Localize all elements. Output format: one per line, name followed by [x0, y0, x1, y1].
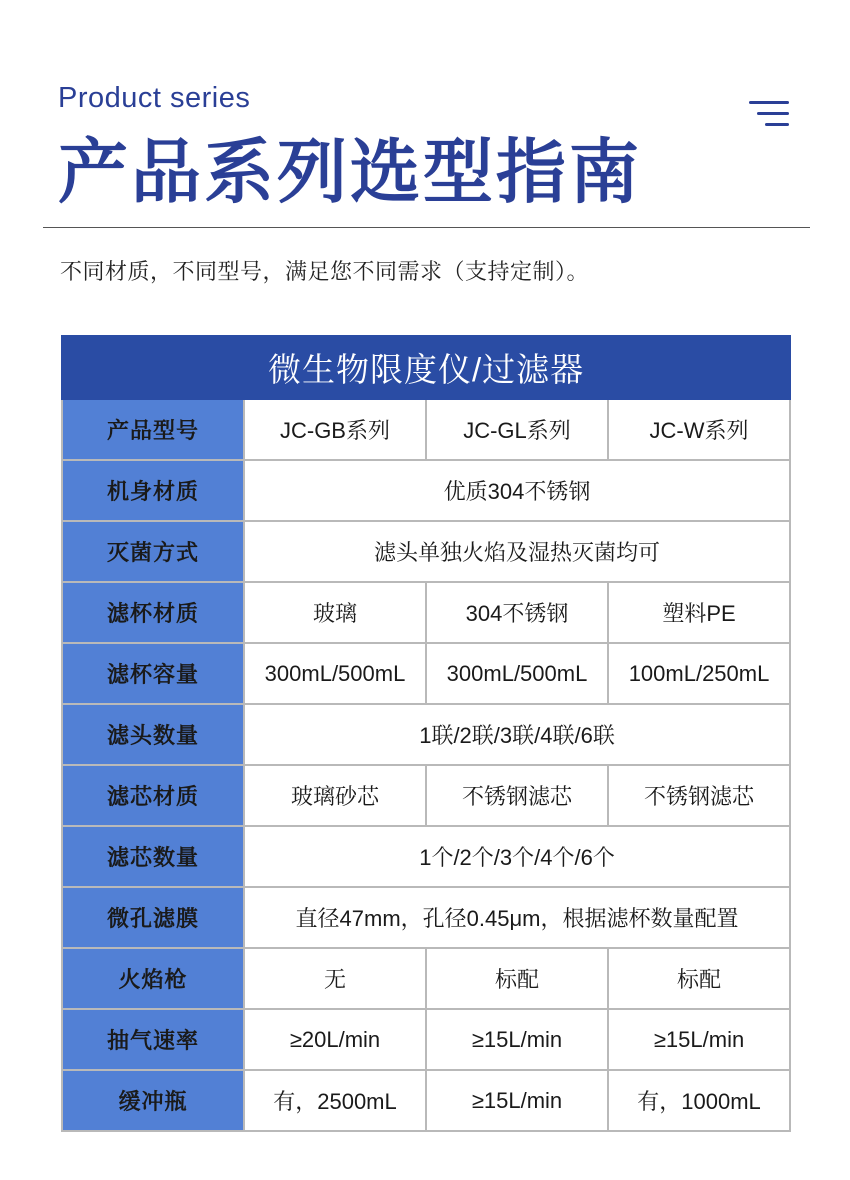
table-row	[62, 399, 790, 460]
table-row	[62, 948, 790, 1009]
row-label: 抽气速率	[62, 1009, 244, 1070]
table-cell: 无	[244, 948, 426, 1009]
row-label: 滤芯材质	[62, 765, 244, 826]
table-row	[62, 582, 790, 643]
table-cell: ≥20L/min	[244, 1009, 426, 1070]
menu-icon[interactable]	[749, 101, 791, 127]
table-cell: JC-W系列	[608, 399, 790, 460]
table-cell: 1联/2联/3联/4联/6联	[244, 704, 790, 765]
table-cell: JC-GB系列	[244, 399, 426, 460]
table-row	[62, 643, 790, 704]
table-row	[62, 704, 790, 765]
table-row	[62, 521, 790, 582]
row-label: 火焰枪	[62, 948, 244, 1009]
table-cell: 标配	[608, 948, 790, 1009]
table-row	[62, 887, 790, 948]
divider	[43, 227, 810, 228]
row-label: 缓冲瓶	[62, 1070, 244, 1131]
table-cell: 300mL/500mL	[244, 643, 426, 704]
table-cell: 有，1000mL	[608, 1070, 790, 1131]
row-label: 机身材质	[62, 460, 244, 521]
eyebrow-text: Product series	[58, 82, 251, 114]
table-row	[62, 1070, 790, 1131]
table-cell: JC-GL系列	[426, 399, 608, 460]
table-cell: 滤头单独火焰及湿热灭菌均可	[244, 521, 790, 582]
page-title: 产品系列选型指南	[58, 133, 642, 211]
table-row	[62, 460, 790, 521]
row-label: 滤头数量	[62, 704, 244, 765]
table-cell: 直径47mm，孔径0.45μm，根据滤杯数量配置	[244, 887, 790, 948]
table-cell: 有，2500mL	[244, 1070, 426, 1131]
spec-table	[61, 335, 791, 1132]
table-cell: 300mL/500mL	[426, 643, 608, 704]
table-cell: 玻璃砂芯	[244, 765, 426, 826]
table-cell: ≥15L/min	[426, 1009, 608, 1070]
table-row	[62, 765, 790, 826]
table-cell: 不锈钢滤芯	[426, 765, 608, 826]
table-cell: ≥15L/min	[608, 1009, 790, 1070]
table-cell: 塑料PE	[608, 582, 790, 643]
subtitle: 不同材质，不同型号，满足您不同需求（支持定制）。	[60, 259, 590, 284]
row-label: 滤杯容量	[62, 643, 244, 704]
table-cell: 玻璃	[244, 582, 426, 643]
row-label: 产品型号	[62, 399, 244, 460]
table-row	[62, 826, 790, 887]
table-cell: 100mL/250mL	[608, 643, 790, 704]
row-label: 滤芯数量	[62, 826, 244, 887]
row-label: 微孔滤膜	[62, 887, 244, 948]
table-row	[62, 1009, 790, 1070]
table-cell: 304不锈钢	[426, 582, 608, 643]
table-cell: ≥15L/min	[426, 1070, 608, 1131]
table-cell: 不锈钢滤芯	[608, 765, 790, 826]
table-caption: 微生物限度仪/过滤器	[62, 336, 790, 399]
table-cell: 1个/2个/3个/4个/6个	[244, 826, 790, 887]
table-cell: 优质304不锈钢	[244, 460, 790, 521]
row-label: 灭菌方式	[62, 521, 244, 582]
table-cell: 标配	[426, 948, 608, 1009]
row-label: 滤杯材质	[62, 582, 244, 643]
